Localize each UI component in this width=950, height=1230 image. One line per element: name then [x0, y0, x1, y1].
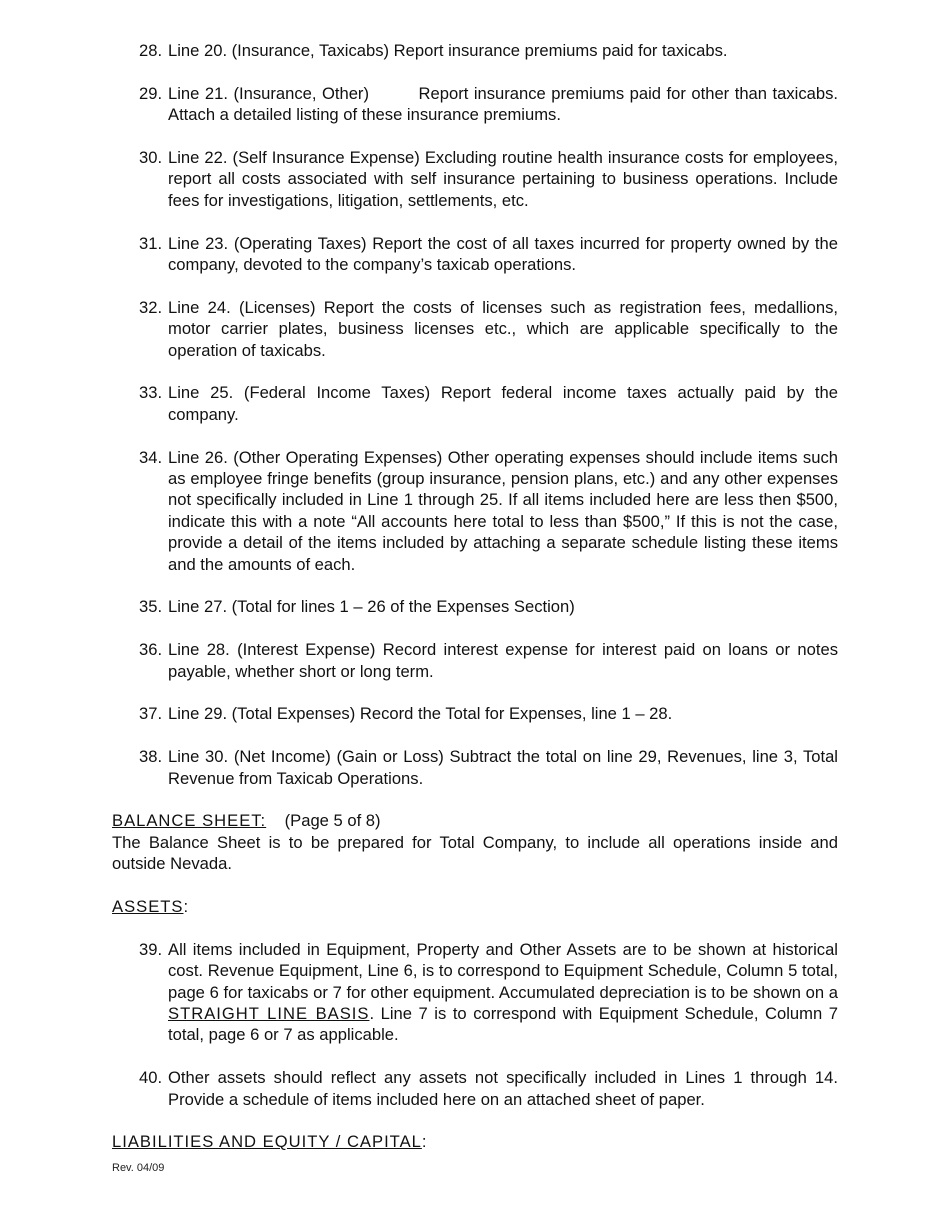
item-number: 31.	[139, 233, 163, 253]
list-item	[112, 746, 838, 789]
balance-sheet-heading-line	[112, 810, 838, 831]
item-number: 40.	[139, 1068, 163, 1088]
item-text: Line 28. (Interest Expense) Record interest expense for interest paid on loans or notes payable, whether short or long term.	[168, 640, 838, 681]
balance-sheet-section	[112, 810, 838, 874]
item-number: 39.	[139, 939, 163, 959]
list-item	[112, 83, 842, 126]
item-number: 38.	[139, 747, 163, 767]
item-number: 37.	[139, 704, 163, 724]
list-item	[112, 596, 838, 617]
item-text: Line 27. (Total for lines 1 – 26 of the Expenses Section)	[168, 597, 575, 617]
item-number: 35.	[139, 597, 163, 617]
list-item	[112, 1067, 838, 1110]
assets-section	[112, 896, 838, 1110]
liabilities-heading: LIABILITIES AND EQUITY / CAPITAL	[112, 1132, 422, 1152]
item-text-after: . Line 7 is to correspond with Equipment Schedule, Column 7 total, page 6 or 7 as applicable.	[168, 1004, 838, 1045]
list-item	[112, 703, 838, 724]
item-text: Line 29. (Total Expenses) Record the Total for Expenses, line 1 – 28.	[168, 704, 673, 724]
list-item	[112, 639, 838, 682]
item-text: Other assets should reflect any assets not specifically included in Lines 1 through 14. Provide a schedule of items included here on an attached sheet of paper.	[168, 1068, 838, 1109]
list-item	[112, 297, 838, 361]
item-number: 32.	[139, 297, 163, 317]
assets-instructions-list	[112, 939, 838, 1110]
item-text-before: All items included in Equipment, Property and Other Assets are to be shown at historical cost. Revenue Equipment, Line 6, is to correspond to Equipment Schedule, Column 5 total, page 6 for taxicabs or 7 for other equipment. Accumulated depreciation is to be shown on a	[168, 939, 838, 1002]
assets-heading-line	[112, 896, 838, 917]
item-text: Line 30. (Net Income) (Gain or Loss) Subtract the total on line 29, Revenues, line 3, Total Revenue from Taxicab Operations.	[168, 747, 838, 788]
liabilities-heading-line	[112, 1131, 838, 1152]
list-item	[112, 233, 838, 276]
list-item	[112, 147, 838, 211]
item-number: 34.	[139, 447, 163, 467]
list-item	[112, 382, 838, 425]
revision-footer: Rev. 04/09	[112, 1162, 165, 1174]
straight-line-basis-emphasis: STRAIGHT LINE BASIS	[168, 1004, 370, 1024]
item-text: Line 26. (Other Operating Expenses) Other operating expenses should include items such as employee fringe benefits (group insurance, pension plans, etc.) and any other expenses not specifically included in Line 1 through 25. If all items included here are less then $500, indicate this with a note “All accounts here total to less than $500,” If this is not the case, provide a detail of the items included by attaching a separate schedule listing these items and the amounts of each.	[168, 447, 838, 574]
item-number: 29.	[139, 83, 163, 103]
list-item	[112, 939, 838, 1046]
item-number: 33.	[139, 383, 163, 403]
liabilities-heading-colon: :	[421, 1132, 427, 1152]
assets-heading-colon: :	[183, 897, 189, 917]
list-item	[112, 40, 838, 61]
balance-sheet-page-note: (Page 5 of 8)	[284, 811, 381, 831]
assets-heading: ASSETS	[112, 897, 184, 917]
balance-sheet-text: The Balance Sheet is to be prepared for Total Company, to include all operations inside and outside Nevada.	[112, 832, 838, 874]
document-page	[112, 40, 842, 1153]
item-text: Line 21. (Insurance, Other) Report insurance premiums paid for other than taxicabs. Attach a detailed listing of these insurance premiums.	[168, 83, 842, 125]
expense-instructions-list	[112, 40, 842, 789]
item-text: Line 25. (Federal Income Taxes) Report federal income taxes actually paid by the company.	[168, 383, 838, 424]
item-text: Line 23. (Operating Taxes) Report the cost of all taxes incurred for property owned by the company, devoted to the company’s taxicab operations.	[168, 233, 838, 275]
item-number: 28.	[139, 41, 163, 60]
item-text: Line 20. (Insurance, Taxicabs) Report insurance premiums paid for taxicabs.	[168, 41, 728, 60]
item-number: 36.	[139, 640, 163, 660]
item-number: 30.	[139, 148, 163, 167]
balance-sheet-heading: BALANCE SHEET:	[112, 811, 267, 831]
item-text: Line 24. (Licenses) Report the costs of licenses such as registration fees, medallions, motor carrier plates, business licenses etc., which are applicable specifically to the operation of taxicabs.	[168, 297, 838, 360]
item-text: Line 22. (Self Insurance Expense) Excluding routine health insurance costs for employees, report all costs associated with self insurance pertaining to business operations. Include fees for investigations, litigation, settlements, etc.	[168, 148, 838, 210]
list-item	[112, 447, 838, 575]
